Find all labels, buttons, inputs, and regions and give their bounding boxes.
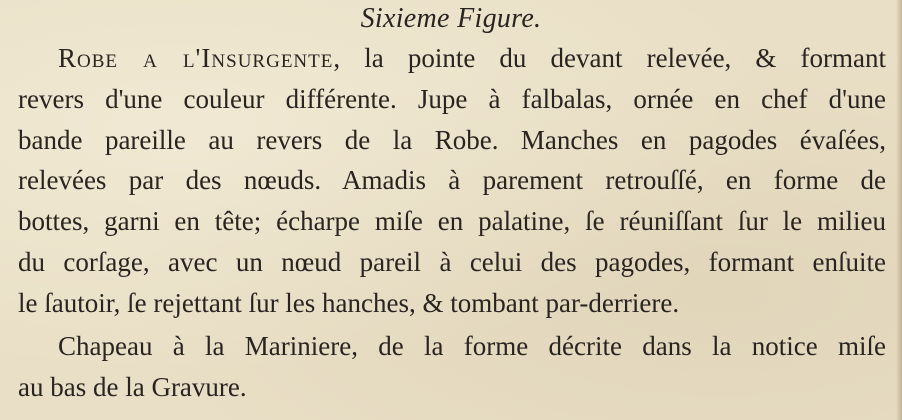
text-line-9: au bas de la Gravure. [18, 371, 247, 402]
text-line-3: bande pareille au revers de la Robe. Manches en pagodes évaſées, [18, 124, 886, 155]
text-line-5: bottes, garni en tête; écharpe miſe en palatine, ſe réuniſſant ſur le milieu [18, 206, 886, 237]
text-line-4: relevées par des nœuds. Amadis à parement retrouſſé, en forme de [18, 165, 886, 196]
hat-paragraph [18, 326, 886, 408]
page-edge-shadow [896, 0, 902, 420]
text-line-1 [18, 38, 886, 79]
text-line-2: revers d'une couleur différente. Jupe à falbalas, ornée en chef d'une [18, 83, 886, 114]
text-line-6: du corſage, avec un nœud pareil à celui des pagodes, formant enſuite [18, 246, 886, 277]
text-line-1-rest: , la pointe du devant relevée, & formant [333, 43, 887, 73]
figure-heading: Sixieme Figure. [360, 3, 542, 34]
dress-name: Robe a l'Insurgente [58, 43, 334, 73]
description-paragraph [18, 38, 886, 324]
text-line-8: Chapeau à la Mariniere, de la forme décrite dans la notice miſe [58, 331, 886, 361]
text-line-7: le ſautoir, ſe rejettant ſur les hanches, & tombant par-derriere. [18, 287, 680, 318]
